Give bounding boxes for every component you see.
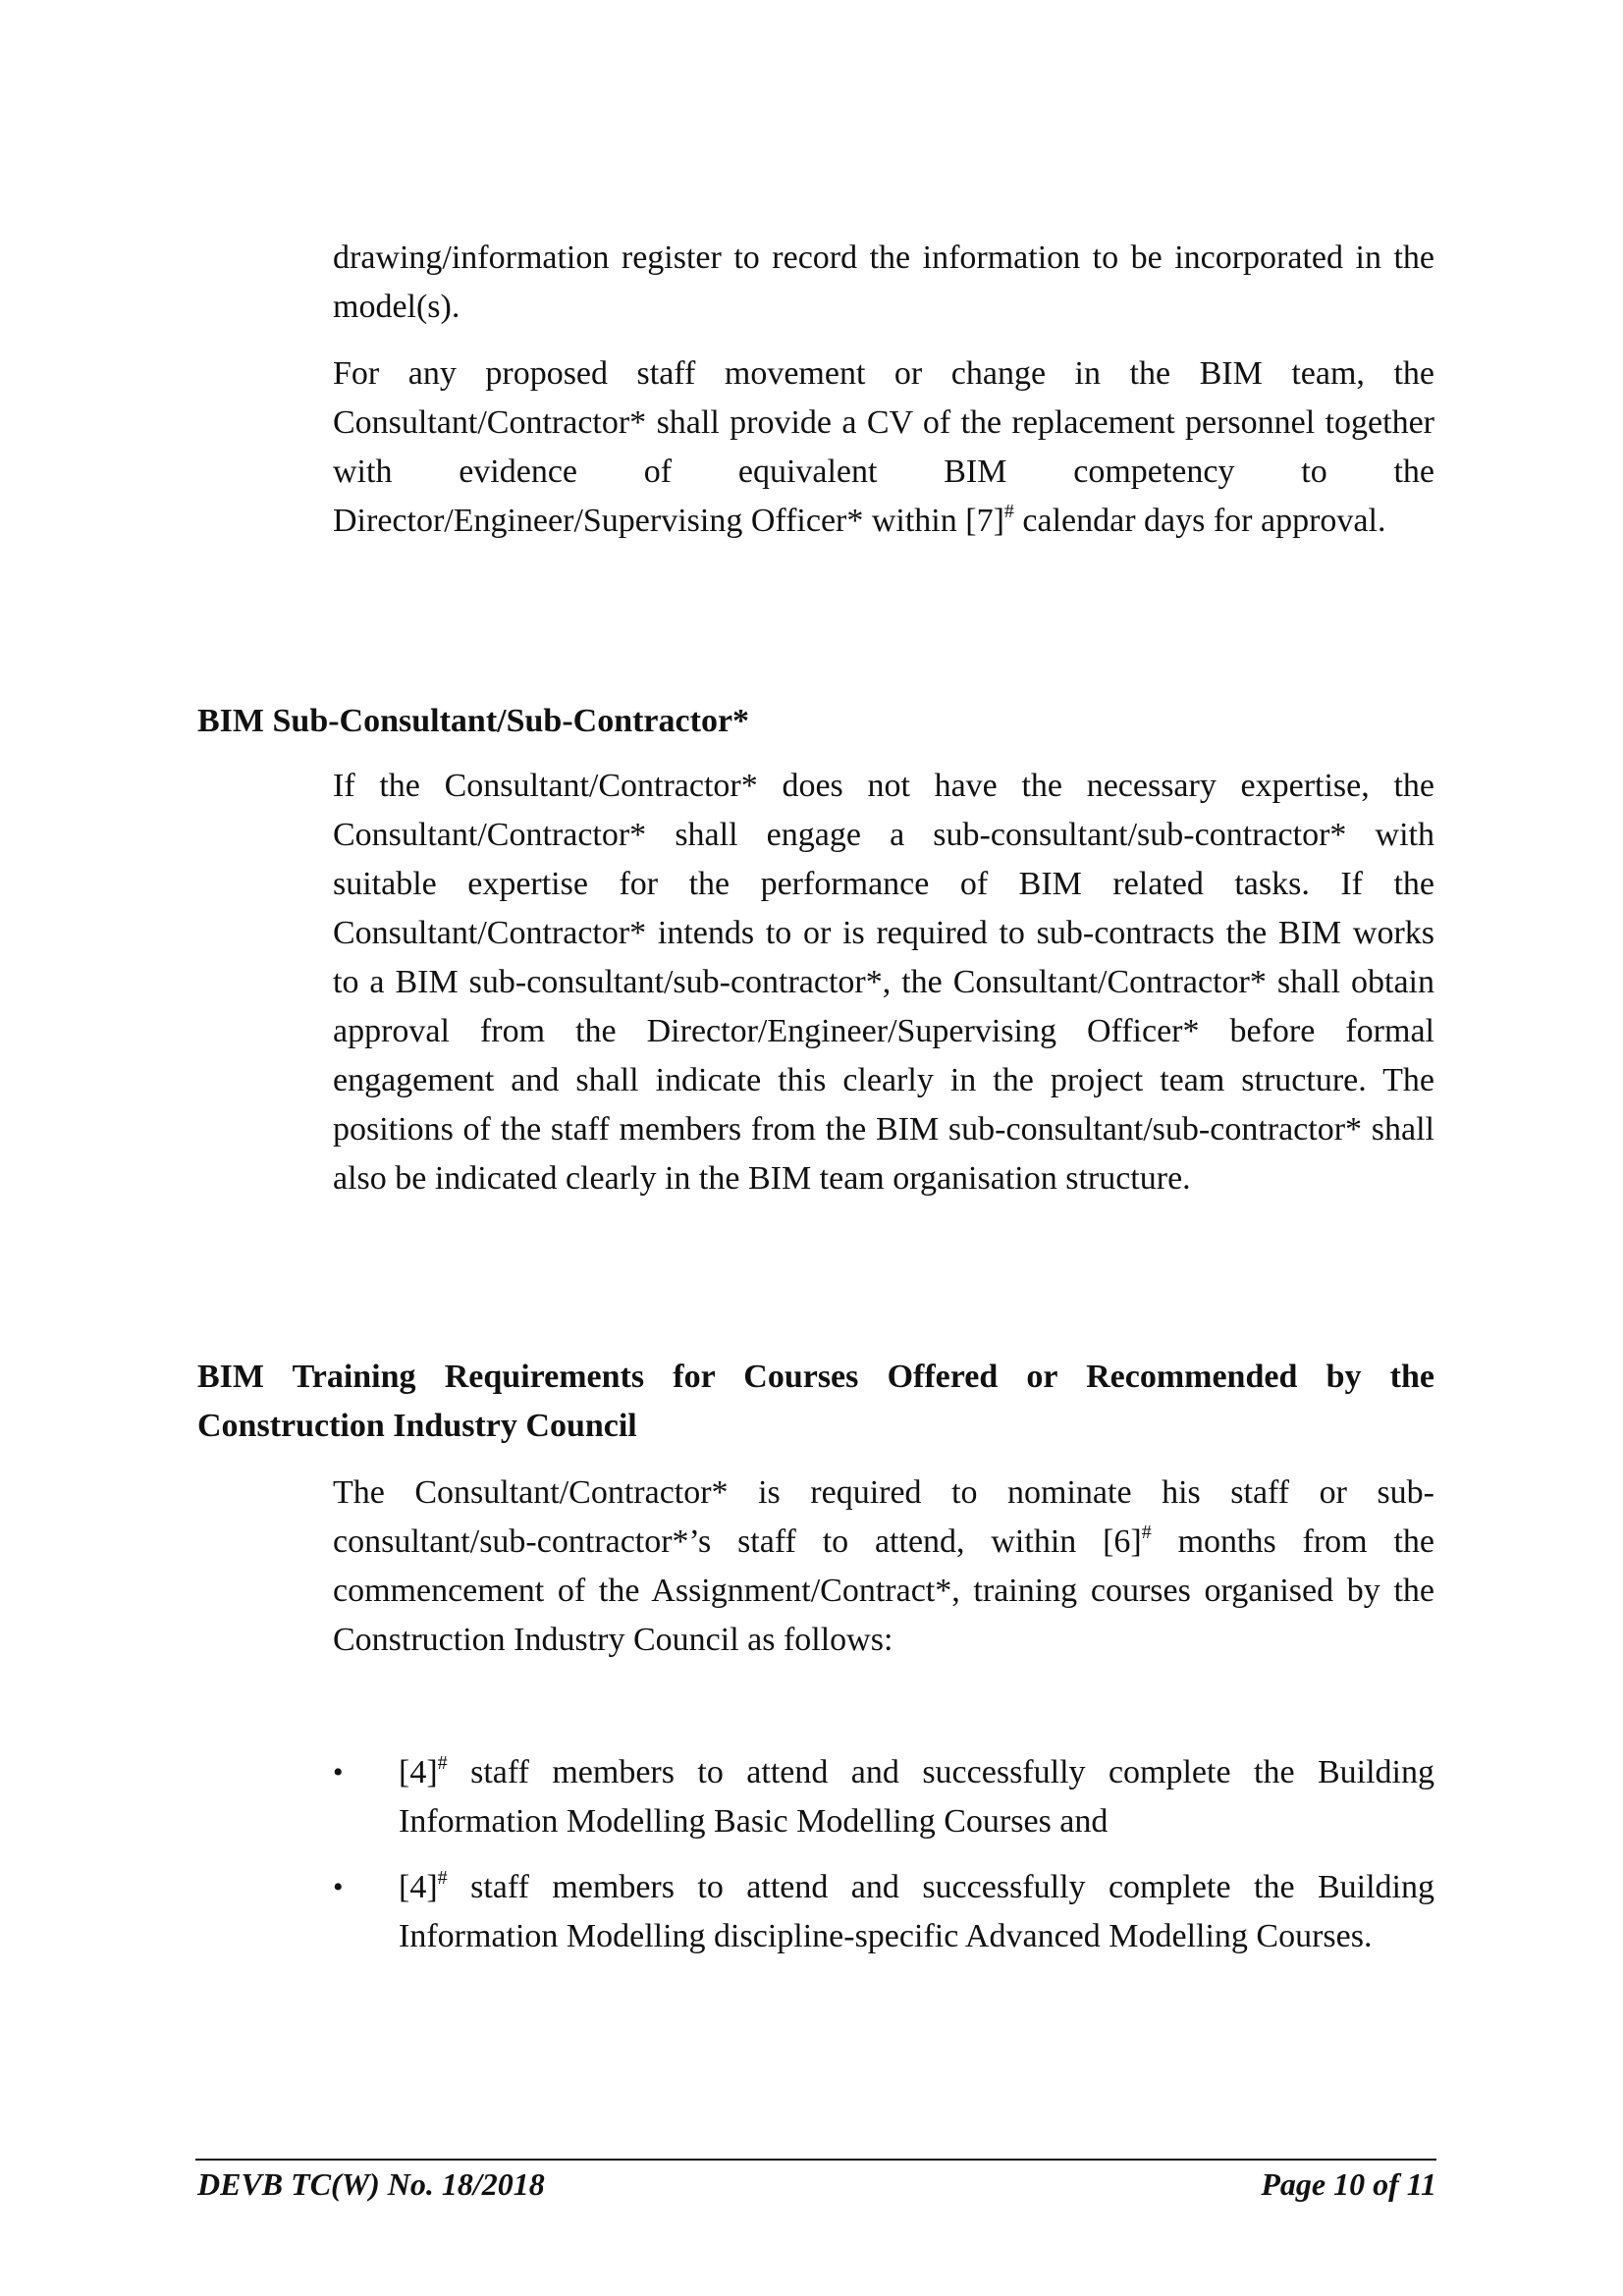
footnote-marker: # (1141, 1522, 1152, 1543)
training-text-b: months from the commencement of the Assignment/Contract*, training courses organised by the Construction Industry Council as follows: (333, 1523, 1434, 1658)
footnote-marker: # (437, 1752, 448, 1774)
training-text-a: The Consultant/Contractor* is required to nominate his staff or sub-consultant/sub-contractor*’s staff to attend, within [6] (333, 1474, 1434, 1560)
footnote-marker: # (437, 1867, 448, 1889)
section-heading-training: BIM Training Requirements for Courses Offered or Recommended by the Construction Industry Council (197, 1359, 1434, 1444)
footnote-marker: # (1003, 501, 1014, 522)
bullet-text-a: [4] (399, 1754, 438, 1790)
section-heading-sub-consultant: BIM Sub-Consultant/Sub-Contractor* (197, 703, 750, 739)
training-bullet-list (333, 1748, 1434, 1978)
bullet-text-b: staff members to attend and successfully complete the Building Information Modelling discipline-specific Advanced Modelling Courses. (399, 1869, 1434, 1954)
intro-text-1: drawing/information register to record the information to be incorporated in the model(s). (333, 240, 1434, 325)
bullet-text-b: staff members to attend and successfully complete the Building Information Modelling Basic Modelling Courses and (399, 1754, 1434, 1840)
bullet-text-a: [4] (399, 1869, 438, 1905)
sub-consultant-text: If the Consultant/Contractor* does not have the necessary expertise, the Consultant/Contractor* shall engage a sub-consultant/sub-contractor* with suitable expertise for the performance of BIM related tasks. If the Consultant/Contractor* intends to or is required to sub-contracts the BIM works to a BIM sub-consultant/sub-contractor*, the Consultant/Contractor* shall obtain approval from the Director/Engineer/Supervising Officer* before formal engagement and shall indicate this clearly in the project team structure. The positions of the staff members from the BIM sub-consultant/sub-contractor* shall also be indicated clearly in the BIM team organisation structure. (333, 768, 1434, 1197)
page-number: Page 10 of 11 (1261, 2166, 1436, 2202)
document-reference: DEVB TC(W) No. 18/2018 (197, 2166, 545, 2202)
training-paragraph (333, 1468, 1434, 1665)
intro-text-2b: calendar days for approval. (1013, 503, 1386, 539)
bullet-icon: • (333, 1871, 344, 1903)
list-item (333, 1863, 1434, 1961)
bullet-icon: • (333, 1756, 344, 1789)
list-item (333, 1748, 1434, 1846)
intro-paragraph-1 (333, 234, 1434, 332)
intro-paragraph-2 (333, 349, 1434, 546)
sub-consultant-paragraph (333, 762, 1434, 1203)
footer-divider (195, 2159, 1436, 2161)
intro-text-2a: For any proposed staff movement or change in the BIM team, the Consultant/Contractor* shall provide a CV of the replacement personnel together with evidence of equivalent BIM competency to the Director/Engineer/Supervising Officer* within [7] (333, 355, 1434, 539)
